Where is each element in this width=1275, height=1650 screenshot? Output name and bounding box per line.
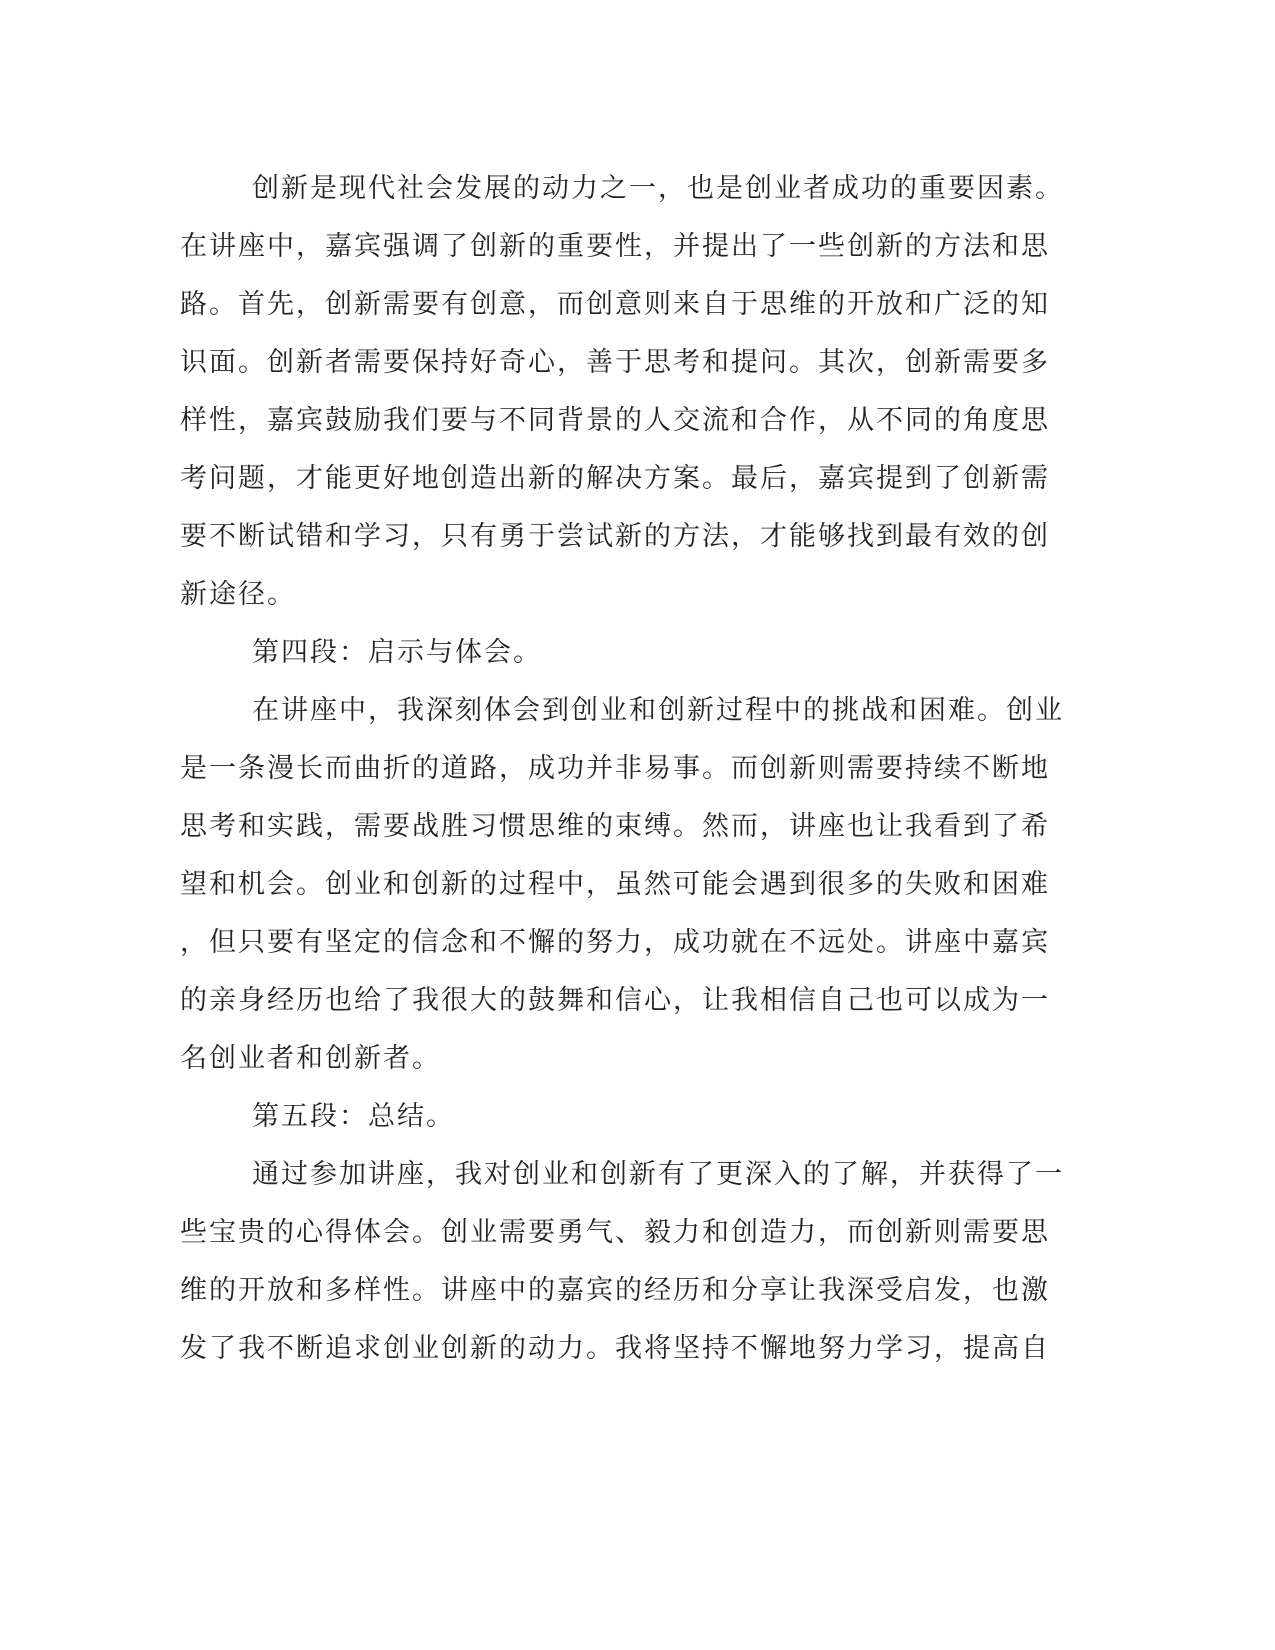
- paragraph-line: 些宝贵的心得体会。创业需要勇气、毅力和创造力，而创新则需要思: [180, 1217, 1050, 1248]
- paragraph-line: 是一条漫长而曲折的道路，成功并非易事。而创新则需要持续不断地: [180, 753, 1050, 784]
- paragraph-line: 发了我不断追求创业创新的动力。我将坚持不懈地努力学习，提高自: [180, 1333, 1050, 1364]
- paragraph-line: 名创业者和创新者。: [180, 1043, 441, 1074]
- paragraph-insight: [180, 682, 1064, 1088]
- paragraph-line: 路。首先，创新需要有创意，而创意则来自于思维的开放和广泛的知: [180, 289, 1050, 320]
- paragraph-line: 在讲座中，嘉宾强调了创新的重要性，并提出了一些创新的方法和思: [180, 231, 1050, 262]
- paragraph-line: 的亲身经历也给了我很大的鼓舞和信心，让我相信自己也可以成为一: [180, 985, 1050, 1016]
- paragraph-line: 在讲座中，我深刻体会到创业和创新过程中的挑战和困难。创业: [252, 695, 1064, 726]
- document-body: [180, 160, 1064, 1378]
- section-heading-5: 第五段：总结。: [252, 1101, 455, 1132]
- paragraph-line: 创新是现代社会发展的动力之一，也是创业者成功的重要因素。: [252, 173, 1064, 204]
- paragraph-line: 要不断试错和学习，只有勇于尝试新的方法，才能够找到最有效的创: [180, 521, 1050, 552]
- paragraph-line: 思考和实践，需要战胜习惯思维的束缚。然而，讲座也让我看到了希: [180, 811, 1050, 842]
- paragraph-innovation: [180, 160, 1064, 624]
- paragraph-summary: [180, 1146, 1064, 1378]
- paragraph-line: 新途径。: [180, 579, 296, 610]
- paragraph-line: 通过参加讲座，我对创业和创新有了更深入的了解，并获得了一: [252, 1159, 1064, 1190]
- paragraph-line: 样性，嘉宾鼓励我们要与不同背景的人交流和合作，从不同的角度思: [180, 405, 1050, 436]
- paragraph-line: 望和机会。创业和创新的过程中，虽然可能会遇到很多的失败和困难: [180, 869, 1050, 900]
- section-heading-4: 第四段：启示与体会。: [252, 637, 542, 668]
- paragraph-line: ，但只要有坚定的信念和不懈的努力，成功就在不远处。讲座中嘉宾: [180, 927, 1050, 958]
- paragraph-line: 识面。创新者需要保持好奇心，善于思考和提问。其次，创新需要多: [180, 347, 1050, 378]
- paragraph-line: 维的开放和多样性。讲座中的嘉宾的经历和分享让我深受启发，也激: [180, 1275, 1050, 1306]
- paragraph-line: 考问题，才能更好地创造出新的解决方案。最后，嘉宾提到了创新需: [180, 463, 1050, 494]
